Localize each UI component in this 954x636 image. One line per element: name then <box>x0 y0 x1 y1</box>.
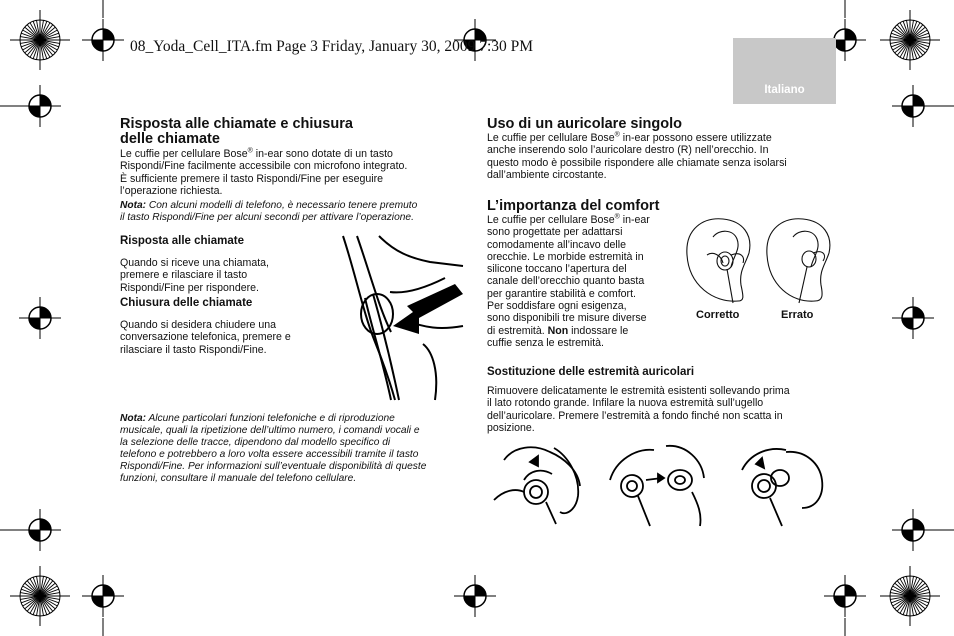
crosshair-mark <box>82 19 124 61</box>
starburst-mark-top-left <box>10 10 70 70</box>
file-header-line: 08_Yoda_Cell_ITA.fm Page 3 Friday, January 30, 2009 7:30 PM <box>130 38 534 55</box>
ear-correct-illustration <box>683 215 763 305</box>
caption-correct: Corretto <box>696 309 740 321</box>
note-hold-button: Nota: Con alcuni modelli di telefono, è necessario tenere premuto il tasto Rispondi/Fine per alcuni secondi per attivare l’operazione. <box>120 200 418 224</box>
crosshair-mark <box>19 509 61 551</box>
answer-end-section <box>120 117 460 147</box>
starburst-mark-top-right <box>880 10 940 70</box>
crosshair-mark <box>82 575 124 617</box>
crosshair-mark <box>824 575 866 617</box>
tip-removal-illustration <box>494 440 584 530</box>
note-phone-features: Nota: Alcune particolari funzioni telefoniche e di riproduzione musicale, quali la ripetizione dell’ultimo numero, i comandi vocali e la selezione delle tracce, dipendono dal modello specifico di telefono e potrebbero a loro volta essere accessibili tramite il tasto Rispondi/Fine. Per informazioni sull’eventuale disponibilità di queste funzioni, consultare il manuale del telefono cellulare. <box>120 413 427 485</box>
crosshair-mark <box>454 575 496 617</box>
crosshair-mark <box>892 297 934 339</box>
crosshair-mark <box>19 85 61 127</box>
language-tab-label: Italiano <box>764 84 805 96</box>
crosshair-mark <box>892 85 934 127</box>
comfort-heading: L’importanza del comfort <box>487 198 660 214</box>
end-calls-block: Chiusura delle chiamate Quando si desidera chiudere una conversazione telefonica, premere e rilasciare il tasto Rispondi/Fine. <box>120 297 340 356</box>
single-earbud-section: Uso di un auricolare singolo Le cuffie per cellulare Bose® in-ear possono essere utilizzate anche inserendo solo l’auricolare destro (R) nell’orecchio. In questo modo è possibile rispondere alle chiamate senza isolarsi dall’ambiente circostante. <box>487 117 837 181</box>
section-title-answer-end: Risposta alle chiamate e chiusura delle chiamate <box>120 116 353 147</box>
crosshair-mark <box>892 509 934 551</box>
answer-calls-heading: Risposta alle chiamate <box>120 235 244 247</box>
tip-press-illustration <box>736 440 826 530</box>
replace-tips-heading: Sostituzione delle estremità auricolari <box>487 366 695 378</box>
answer-end-intro: Le cuffie per cellulare Bose® in-ear sono dotate di un tasto Rispondi/Fine facilmente accessibile con microfono integrato. È sufficiente premere il tasto Rispondi/Fine per eseguire l’operazione richiesta. <box>120 147 408 197</box>
answer-calls-block: Risposta alle chiamate Quando si riceve una chiamata, premere e rilasciare il tasto Rispondi/Fine per rispondere. <box>120 235 340 294</box>
comfort-section: L’importanza del comfort Le cuffie per cellulare Bose® in-ear sono progettate per adattarsi comodamente all’incavo delle orecchie. Le morbide estremità in silicone toccano l’apertura del canale dell’orecchio quanto basta per garantire stabilità e comfort. Per soddisfare ogni esigenza, sono disponibili tre misure diverse di estremità. Non indossare le cuffie senza le estremità. <box>487 199 687 349</box>
starburst-mark-bottom-right <box>880 566 940 626</box>
tip-insert-illustration <box>606 440 706 530</box>
caption-wrong: Errato <box>781 309 814 321</box>
starburst-mark-bottom-left <box>10 566 70 626</box>
single-earbud-heading: Uso di un auricolare singolo <box>487 116 682 132</box>
button-press-illustration <box>335 232 465 402</box>
language-tab <box>733 38 836 104</box>
end-calls-heading: Chiusura delle chiamate <box>120 297 253 309</box>
crosshair-mark <box>19 297 61 339</box>
ear-wrong-illustration <box>765 215 845 305</box>
replace-tips-section: Sostituzione delle estremità auricolari Rimuovere delicatamente le estremità esistenti sollevando prima il lato rotondo grande. Infilare la nuova estremità sull’ugello dell’auricolare. Premere l’estremità a fondo finché non scatta in posizione. <box>487 366 837 434</box>
